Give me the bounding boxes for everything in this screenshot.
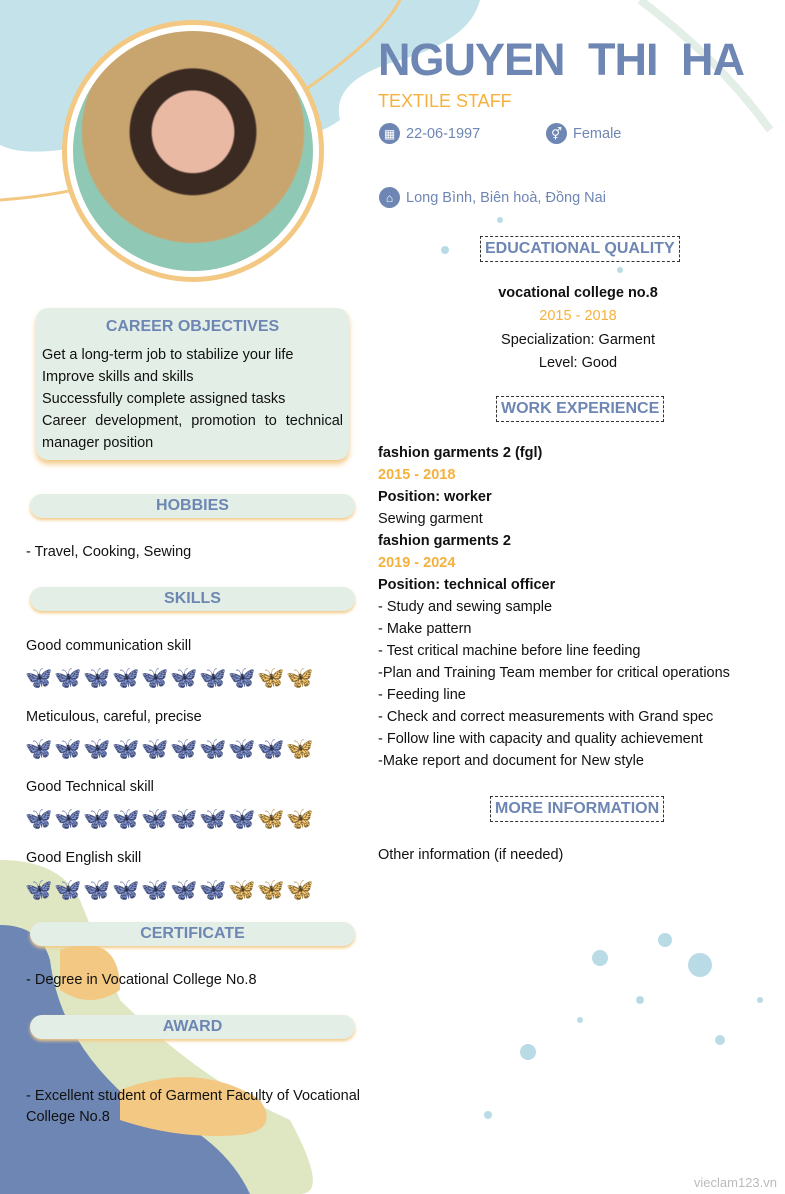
objective: Career development, promotion to technical manager position — [42, 413, 343, 451]
butterfly-icon: 🦋 — [228, 876, 256, 902]
school: vocational college no.8 — [498, 285, 658, 301]
work-years: 2019 - 2024 — [378, 555, 456, 571]
skill-name: Good communication skill — [26, 638, 192, 654]
duty: -Make report and document for New style — [378, 753, 644, 769]
watermark: vieclam123.vn — [693, 1175, 777, 1190]
butterfly-icon: 🦋 — [170, 665, 198, 690]
butterfly-icon: 🦋 — [141, 876, 169, 902]
butterfly-icon: 🦋 — [83, 806, 111, 831]
award-title: AWARD — [30, 1015, 355, 1039]
butterfly-icon: 🦋 — [25, 665, 53, 690]
butterfly-icon: 🦋 — [170, 876, 198, 902]
skills-title: SKILLS — [30, 587, 355, 611]
calendar-icon: ▦ — [379, 123, 400, 144]
butterfly-icon: 🦋 — [170, 735, 198, 761]
butterfly-icon: 🦋 — [257, 665, 285, 690]
education-title: EDUCATIONAL QUALITY — [480, 236, 680, 262]
butterfly-icon: 🦋 — [257, 876, 285, 902]
objective: Successfully complete assigned tasks — [42, 391, 286, 407]
butterfly-icon: 🦋 — [228, 806, 256, 831]
gender-icon: ⚥ — [546, 123, 567, 144]
butterfly-icon: 🦋 — [257, 806, 285, 831]
butterfly-icon: 🦋 — [54, 806, 82, 831]
hobbies-text: - Travel, Cooking, Sewing — [26, 544, 192, 560]
butterfly-icon: 🦋 — [25, 735, 53, 761]
butterfly-icon: 🦋 — [199, 876, 227, 902]
position: Position: technical officer — [378, 577, 556, 593]
butterfly-icon: 🦋 — [83, 876, 111, 902]
butterfly-icon: 🦋 — [228, 665, 256, 690]
butterfly-icon: 🦋 — [286, 806, 314, 831]
position: Position: worker — [378, 489, 492, 505]
profile-photo — [62, 20, 324, 282]
duty: Sewing garment — [378, 511, 483, 527]
butterfly-icon: 🦋 — [141, 735, 169, 761]
home-icon: ⌂ — [379, 187, 400, 208]
butterfly-icon: 🦋 — [112, 806, 140, 831]
education-years: 2015 - 2018 — [539, 308, 617, 324]
butterfly-icon: 🦋 — [83, 665, 111, 690]
certificate-title: CERTIFICATE — [30, 922, 355, 946]
duty: -Plan and Training Team member for critical operations — [378, 665, 730, 681]
company: fashion garments 2 — [378, 533, 511, 549]
butterfly-icon: 🦋 — [141, 665, 169, 690]
butterfly-icon: 🦋 — [228, 735, 256, 761]
butterfly-icon: 🦋 — [257, 735, 285, 761]
skill-rating — [25, 735, 314, 762]
butterfly-icon: 🦋 — [286, 665, 314, 690]
level: Level: Good — [538, 355, 618, 371]
award-text: - Excellent student of Garment Faculty of Vocational College No.8 — [26, 1088, 360, 1125]
skill-name: Good Technical skill — [26, 779, 154, 795]
butterfly-icon: 🦋 — [170, 806, 198, 831]
duty: - Check and correct measurements with Grand spec — [378, 709, 714, 725]
butterfly-icon: 🦋 — [286, 735, 314, 761]
butterfly-icon: 🦋 — [112, 665, 140, 690]
butterfly-icon: 🦋 — [199, 665, 227, 690]
skill-rating — [25, 665, 314, 691]
section-title: CAREER OBJECTIVES — [105, 318, 280, 335]
dob: 22-06-1997 — [406, 125, 481, 142]
butterfly-icon: 🦋 — [199, 735, 227, 761]
butterfly-icon: 🦋 — [25, 806, 53, 831]
career-objectives — [36, 308, 349, 460]
skill-name: Meticulous, careful, precise — [26, 708, 202, 725]
butterfly-icon: 🦋 — [199, 806, 227, 831]
butterfly-icon: 🦋 — [112, 876, 140, 902]
dob-row — [379, 123, 480, 144]
certificate-text: - Degree in Vocational College No.8 — [26, 972, 257, 988]
skill-name: Good English skill — [26, 849, 142, 866]
gender: Female — [573, 125, 622, 142]
butterfly-icon: 🦋 — [141, 806, 169, 831]
company: fashion garments 2 (fgl) — [378, 445, 543, 461]
job-title: TEXTILE STAFF — [378, 91, 512, 111]
work-title: WORK EXPERIENCE — [496, 396, 664, 422]
hobbies-title: HOBBIES — [30, 494, 355, 518]
butterfly-icon: 🦋 — [54, 665, 82, 690]
butterfly-icon: 🦋 — [112, 735, 140, 761]
butterfly-icon: 🦋 — [25, 876, 53, 902]
skill-rating — [25, 806, 314, 832]
more-info-text: Other information (if needed) — [378, 847, 564, 863]
duty: - Follow line with capacity and quality achievement — [378, 731, 703, 747]
duty: - Make pattern — [378, 621, 472, 637]
butterfly-icon: 🦋 — [286, 876, 314, 902]
objective: Get a long-term job to stabilize your life — [42, 347, 294, 363]
gender-row — [546, 123, 621, 144]
more-info-title: MORE INFORMATION — [490, 796, 664, 822]
candidate-name: NGUYEN THI HA — [378, 34, 745, 85]
address: Long Bình, Biên hoà, Đồng Nai — [406, 189, 606, 206]
work-years: 2015 - 2018 — [378, 467, 456, 483]
duty: - Study and sewing sample — [378, 599, 553, 615]
duty: - Test critical machine before line feeding — [378, 643, 641, 659]
butterfly-icon: 🦋 — [54, 735, 82, 761]
butterfly-icon: 🦋 — [83, 735, 111, 761]
butterfly-icon: 🦋 — [54, 876, 82, 902]
skill-rating — [25, 876, 314, 903]
address-row — [379, 187, 606, 208]
duty: - Feeding line — [378, 687, 466, 703]
objective: Improve skills and skills — [42, 369, 194, 385]
specialization: Specialization: Garment — [501, 332, 655, 348]
work-experience — [378, 442, 778, 772]
